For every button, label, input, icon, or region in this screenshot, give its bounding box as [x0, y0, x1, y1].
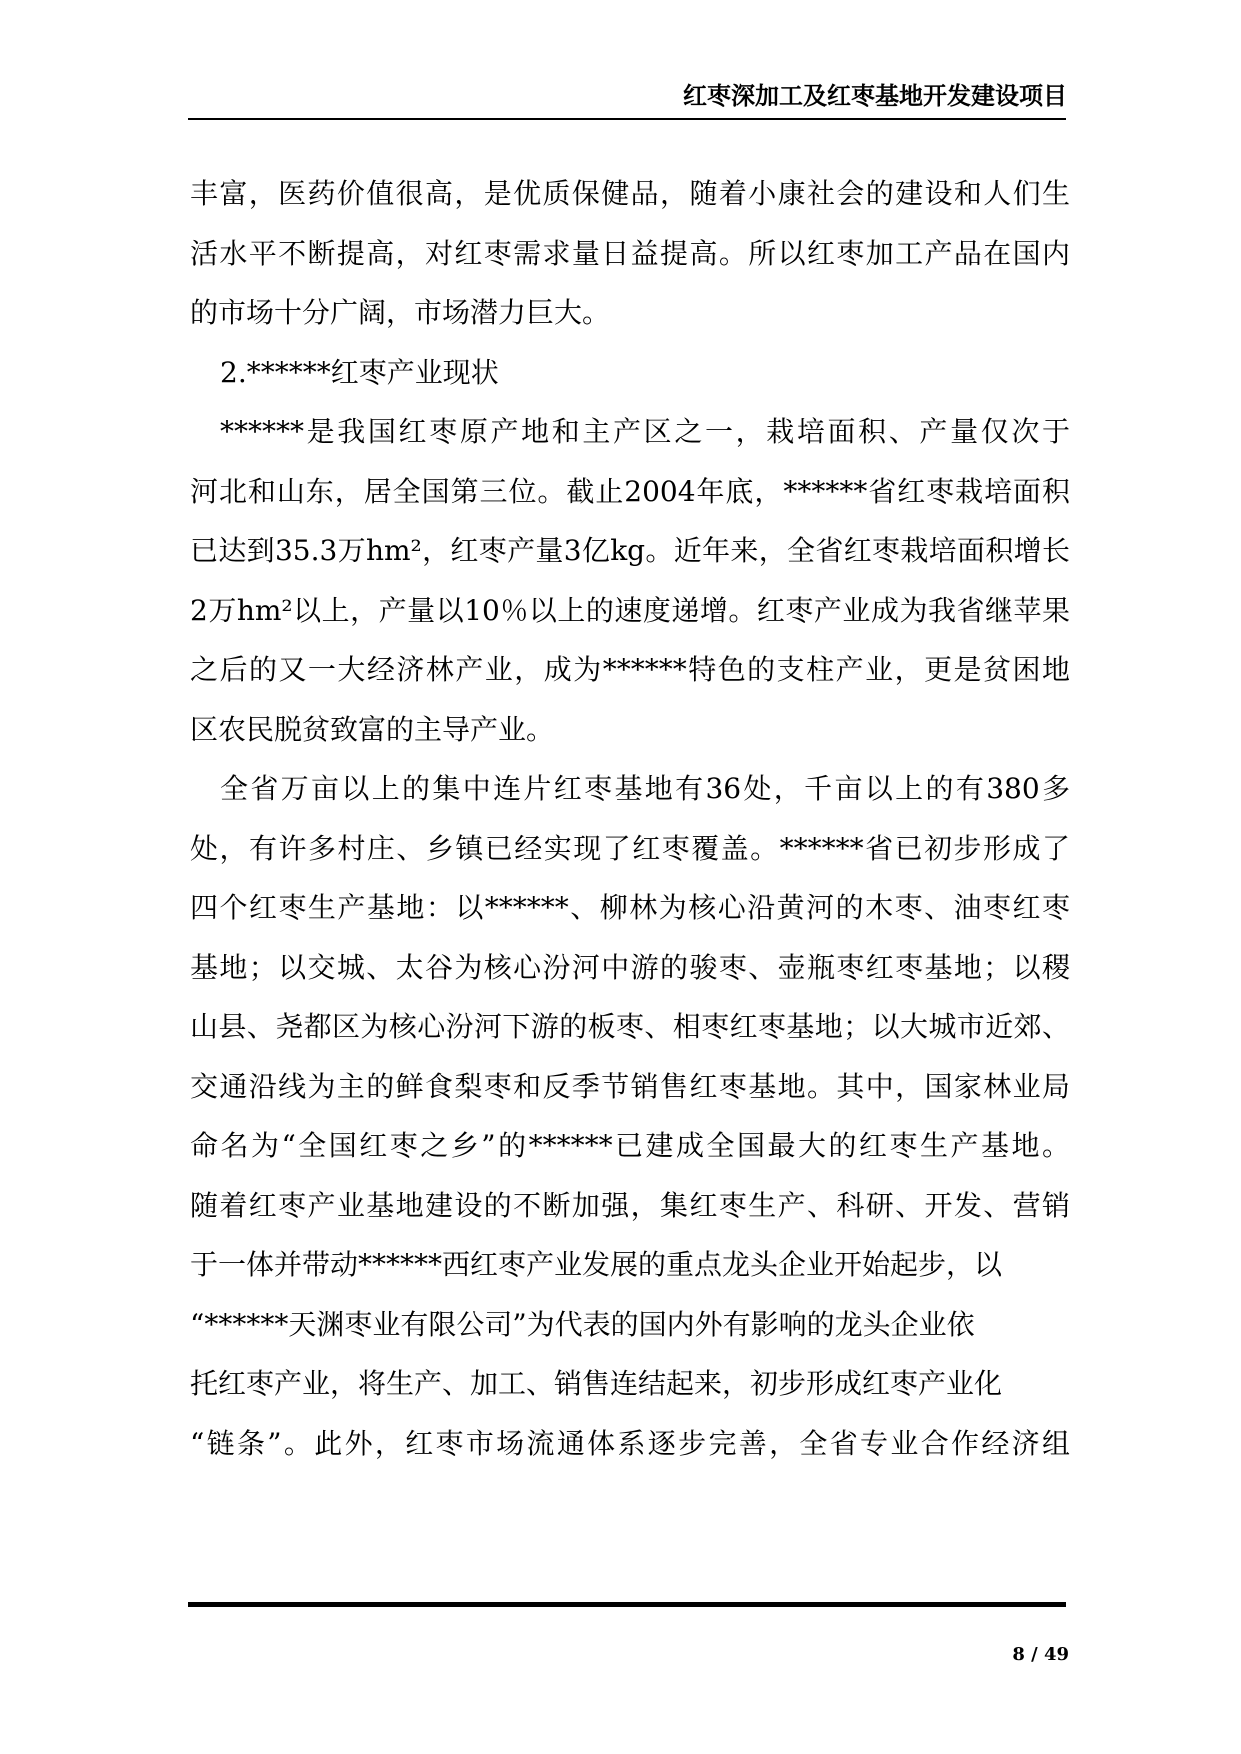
header-rule	[188, 118, 1066, 120]
text-line: 的市场十分广阔，市场潜力巨大。	[190, 296, 611, 329]
text-line: 基地；以交城、太谷为核心汾河中游的骏枣、壶瓶枣红枣基地；以稷	[190, 950, 1070, 984]
text-line: 区农民脱贫致富的主导产业。	[190, 712, 555, 746]
text-line: 之后的又一大经济林产业，成为******特色的支柱产业，更是贫困地	[190, 653, 1070, 686]
text-line: 四个红枣生产基地：以******、柳林为核心沿黄河的木枣、油枣红枣	[190, 891, 1070, 924]
text-line: “链条”。此外，红枣市场流通体系逐步完善，全省专业合作经济组	[190, 1426, 1070, 1460]
text-line: 河北和山东，居全国第三位。截止2004年底，******省红枣栽培面积	[190, 474, 1070, 508]
text-line: 山县、尧都区为核心汾河下游的板枣、相枣红枣基地；以大城市近郊、	[190, 1010, 1070, 1043]
text-line: 随着红枣产业基地建设的不断加强，集红枣生产、科研、开发、营销	[190, 1188, 1070, 1222]
text-line: 交通沿线为主的鲜食梨枣和反季节销售红枣基地。其中，国家林业局	[190, 1069, 1070, 1103]
text-line: 已达到35.3万hm²，红枣产量3亿kg。近年来，全省红枣栽培面积增长	[190, 534, 1070, 567]
running-header-title: 红枣深加工及红枣基地开发建设项目	[683, 82, 1067, 110]
body-text	[190, 164, 1070, 1473]
text-line: 处，有许多村庄、乡镇已经实现了红枣覆盖。******省已初步形成了	[190, 831, 1070, 865]
text-line: ******是我国红枣原产地和主产区之一，栽培面积、产量仅次于	[220, 415, 1070, 448]
text-line: “******天渊枣业有限公司”为代表的国内外有影响的龙头企业依	[190, 1307, 975, 1341]
text-line: 命名为“全国红枣之乡”的******已建成全国最大的红枣生产基地。	[190, 1129, 1070, 1162]
text-line: 全省万亩以上的集中连片红枣基地有36处，千亩以上的有380多	[220, 772, 1070, 805]
section-heading: 2.******红枣产业现状	[220, 355, 499, 389]
page-number: 8 / 49	[1012, 1644, 1069, 1665]
footer-rule	[188, 1602, 1066, 1607]
text-line: 托红枣产业，将生产、加工、销售连结起来，初步形成红枣产业化	[190, 1367, 1003, 1400]
text-line: 于一体并带动******西红枣产业发展的重点龙头企业开始起步，以	[190, 1248, 1003, 1281]
text-line: 丰富，医药价值很高，是优质保健品，随着小康社会的建设和人们生	[190, 177, 1070, 210]
text-line: 2万hm²以上，产量以10％以上的速度递增。红枣产业成为我省继苹果	[190, 593, 1070, 627]
text-line: 活水平不断提高，对红枣需求量日益提高。所以红枣加工产品在国内	[190, 236, 1070, 270]
